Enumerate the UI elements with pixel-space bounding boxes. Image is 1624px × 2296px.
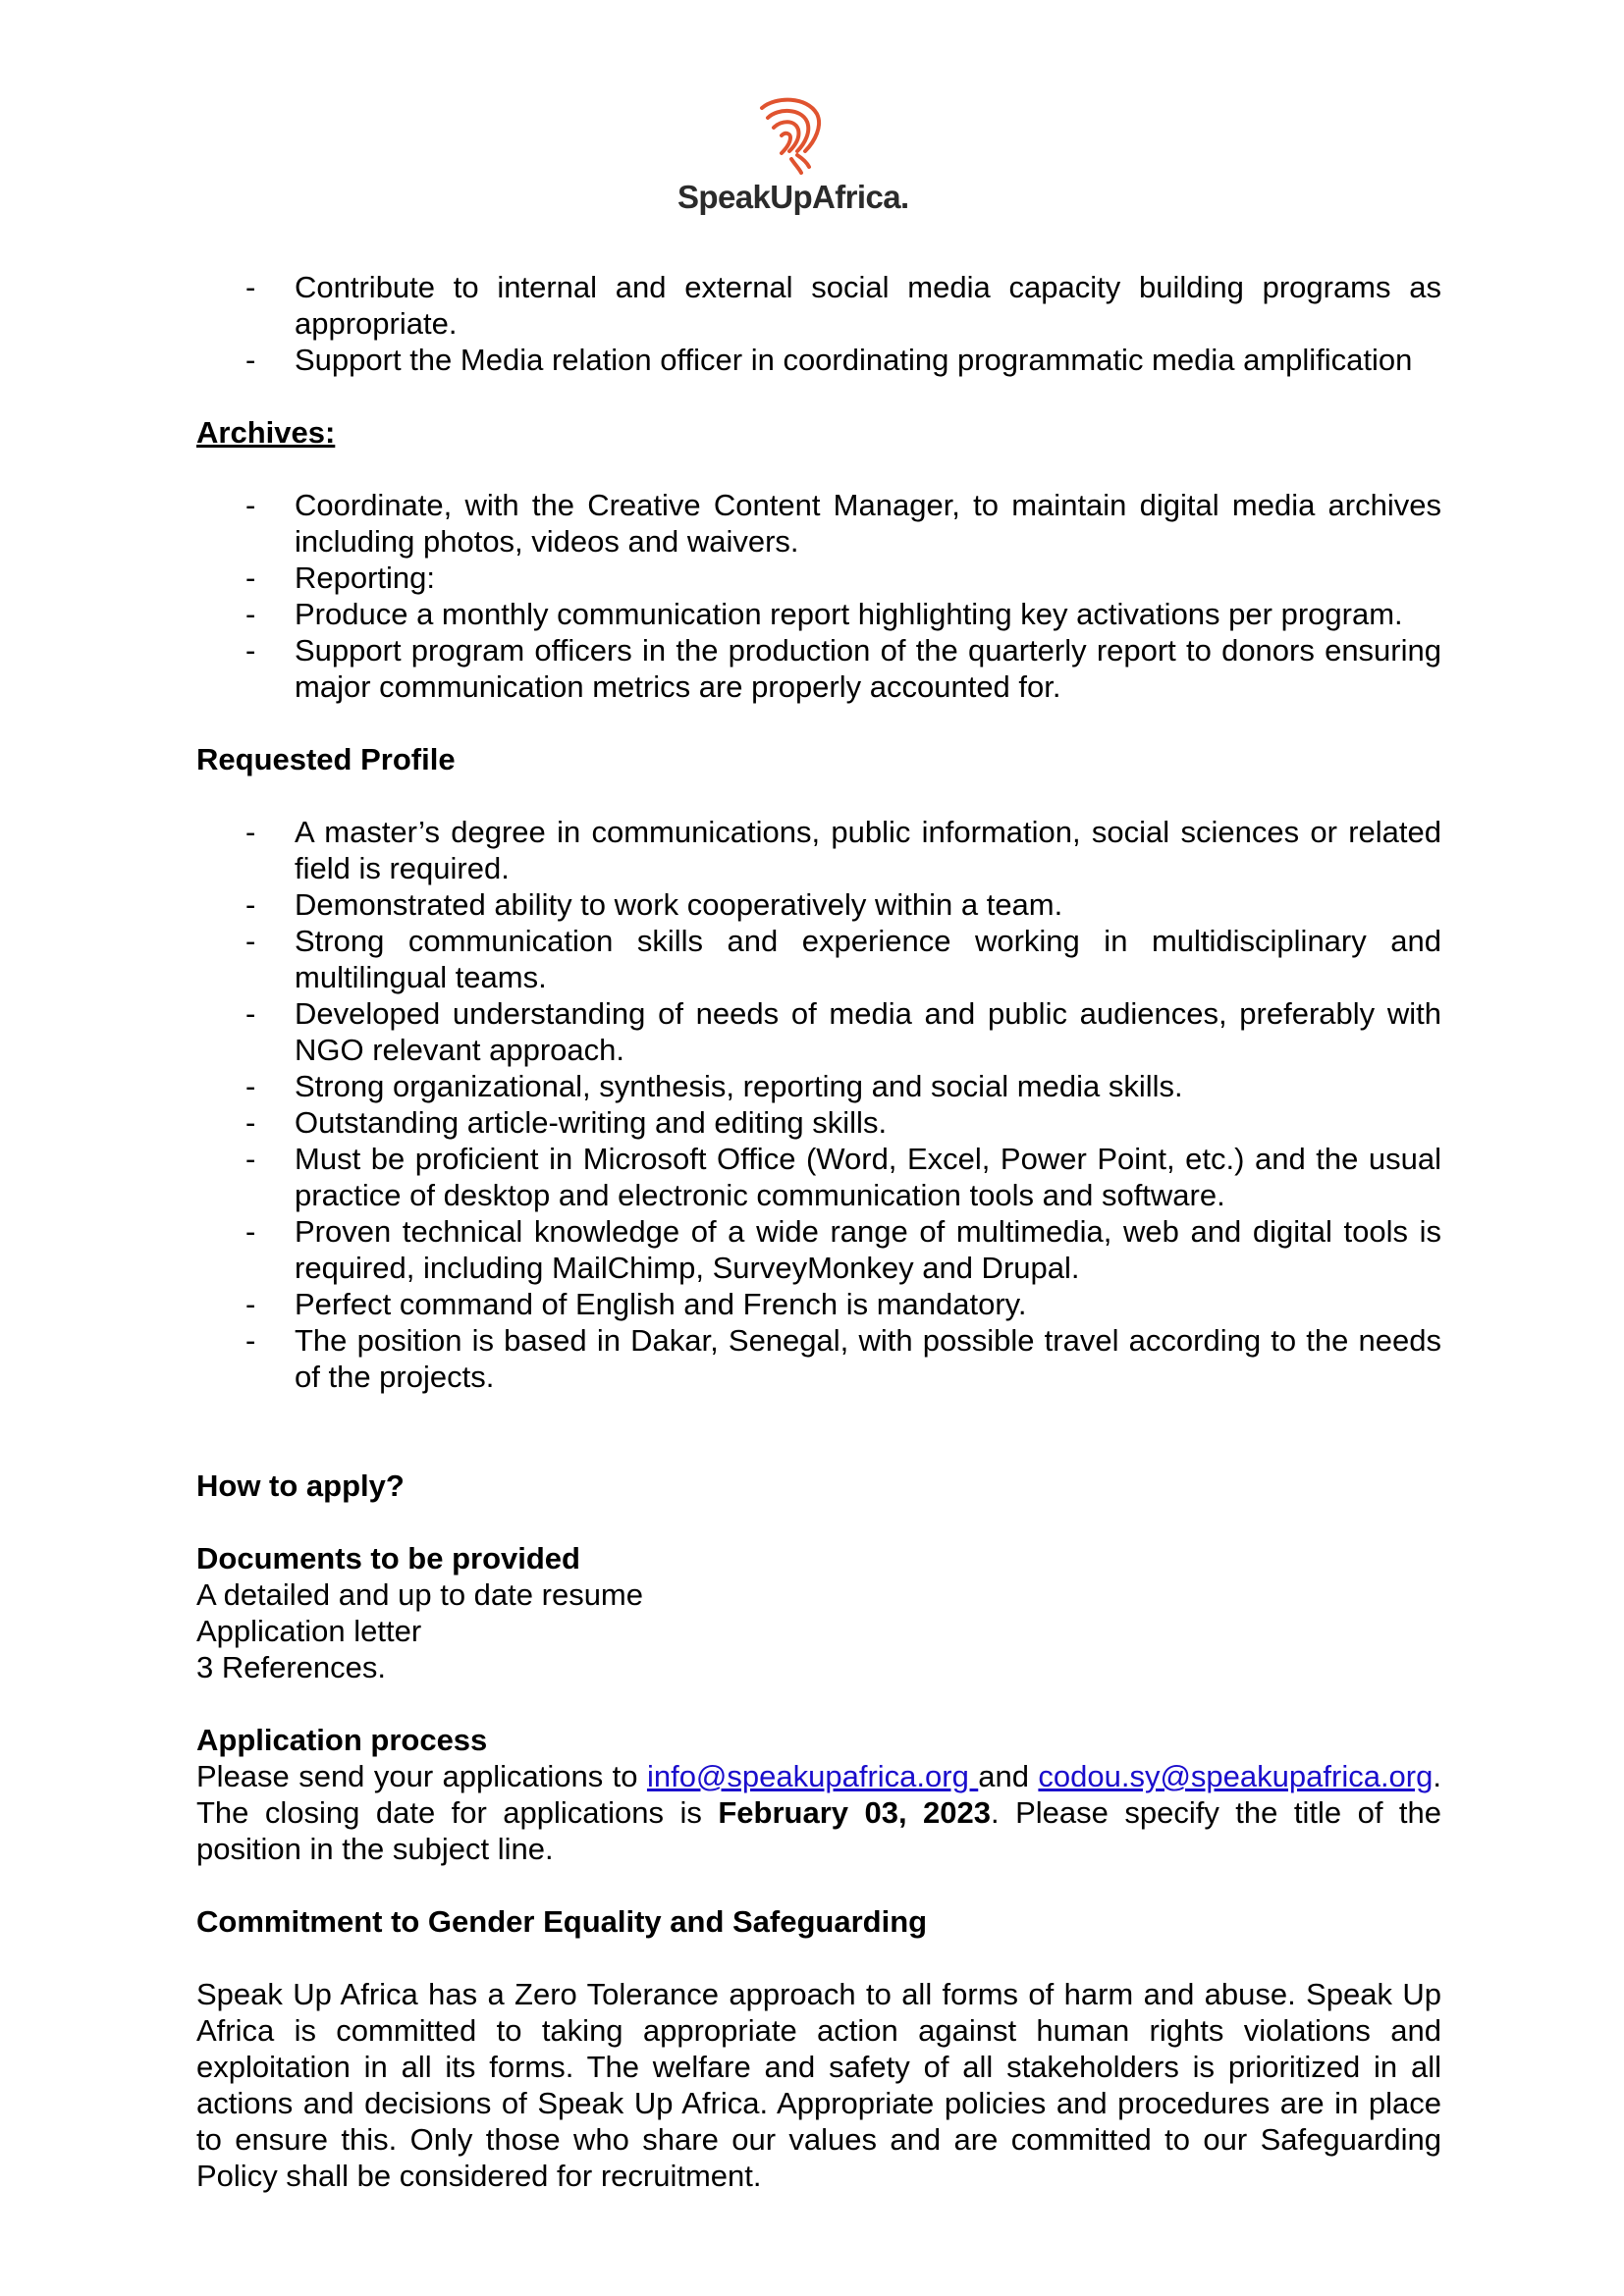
- bullet-dash: -: [245, 343, 256, 377]
- bullet-dash: -: [245, 561, 256, 595]
- list-item: - A master’s degree in communications, public information, social sciences or related field is required.: [245, 815, 1441, 885]
- codou-email-link[interactable]: codou.sy@speakupafrica.org: [1038, 1759, 1434, 1793]
- commitment-heading: Commitment to Gender Equality and Safeguarding: [196, 1904, 928, 1939]
- list-item: - Strong organizational, synthesis, reporting and social media skills.: [245, 1069, 1183, 1103]
- document-line: 3 References.: [196, 1650, 386, 1684]
- list-item: - The position is based in Dakar, Senegal, with possible travel according to the needs of the projects.: [245, 1323, 1441, 1394]
- document-body: [196, 269, 1441, 2194]
- speak-up-africa-logo: [677, 94, 909, 234]
- list-item: - Produce a monthly communication report highlighting key activations per program.: [245, 597, 1403, 631]
- bullet-dash: -: [245, 815, 256, 849]
- bullet-dash: -: [245, 1105, 256, 1140]
- list-item: - Strong communication skills and experience working in multidisciplinary and multilingual teams.: [245, 924, 1441, 994]
- list-item: - Developed understanding of needs of media and public audiences, preferably with NGO relevant approach.: [245, 996, 1441, 1067]
- bullet-dash: -: [245, 633, 256, 667]
- application-process-text: Please send your applications to info@speakupafrica.org and codou.sy@speakupafrica.org. The closing date for applications is February 03, 2023. Please specify the title of the position in the subject line.: [196, 1759, 1441, 1866]
- bullet-dash: -: [245, 996, 256, 1031]
- list-item: - Reporting:: [245, 561, 436, 595]
- info-email-link[interactable]: info@speakupafrica.org: [646, 1759, 979, 1793]
- logo-wordmark: SpeakUpAfrica.: [677, 179, 909, 215]
- bullet-dash: -: [245, 488, 256, 522]
- document-line: A detailed and up to date resume: [196, 1577, 643, 1612]
- closing-date: February 03, 2023: [718, 1795, 992, 1830]
- application-process-heading: Application process: [196, 1723, 488, 1757]
- list-item: - Outstanding article-writing and editing skills.: [245, 1105, 888, 1140]
- list-item: - Demonstrated ability to work cooperatively within a team.: [245, 887, 1063, 922]
- list-item: - Must be proficient in Microsoft Office (Word, Excel, Power Point, etc.) and the usual practice of desktop and electronic communication tools and software.: [245, 1142, 1441, 1212]
- requested-profile-list: [196, 814, 1441, 1395]
- fingerprint-africa-icon: [756, 94, 825, 175]
- bullet-dash: -: [245, 597, 256, 631]
- archives-heading: Archives:: [196, 415, 336, 450]
- bullet-dash: -: [245, 270, 256, 304]
- list-item: - Support program officers in the production of the quarterly report to donors ensuring major communication metrics are properly accounted for.: [245, 633, 1441, 704]
- documents-heading: Documents to be provided: [196, 1541, 580, 1575]
- list-item: - Coordinate, with the Creative Content Manager, to maintain digital media archives including photos, videos and waivers.: [245, 488, 1441, 559]
- archives-list: [196, 487, 1441, 705]
- bullet-dash: -: [245, 1287, 256, 1321]
- bullet-dash: -: [245, 887, 256, 922]
- list-item: - Contribute to internal and external social media capacity building programs as appropriate.: [245, 270, 1441, 341]
- list-item: - Proven technical knowledge of a wide range of multimedia, web and digital tools is required, including MailChimp, SurveyMonkey and Drupal.: [245, 1214, 1441, 1285]
- commitment-body: Speak Up Africa has a Zero Tolerance approach to all forms of harm and abuse. Speak Up Africa is committed to taking appropriate action against human rights violations and exploitation in all its forms. The welfare and safety of all stakeholders is prioritized in all actions and decisions of Speak Up Africa. Appropriate policies and procedures are in place to ensure this. Only those who share our values and are committed to our Safeguarding Policy shall be considered for recruitment.: [196, 1977, 1441, 2193]
- document-line: Application letter: [196, 1614, 422, 1648]
- bullet-dash: -: [245, 1142, 256, 1176]
- bullet-dash: -: [245, 1069, 256, 1103]
- list-item: - Support the Media relation officer in coordinating programmatic media amplification: [245, 343, 1413, 377]
- requested-profile-heading: Requested Profile: [196, 742, 456, 776]
- responsibilities-list: [196, 269, 1441, 378]
- list-item: - Perfect command of English and French is mandatory.: [245, 1287, 1027, 1321]
- how-to-apply-heading: How to apply?: [196, 1468, 405, 1503]
- bullet-dash: -: [245, 1214, 256, 1249]
- bullet-dash: -: [245, 924, 256, 958]
- bullet-dash: -: [245, 1323, 256, 1358]
